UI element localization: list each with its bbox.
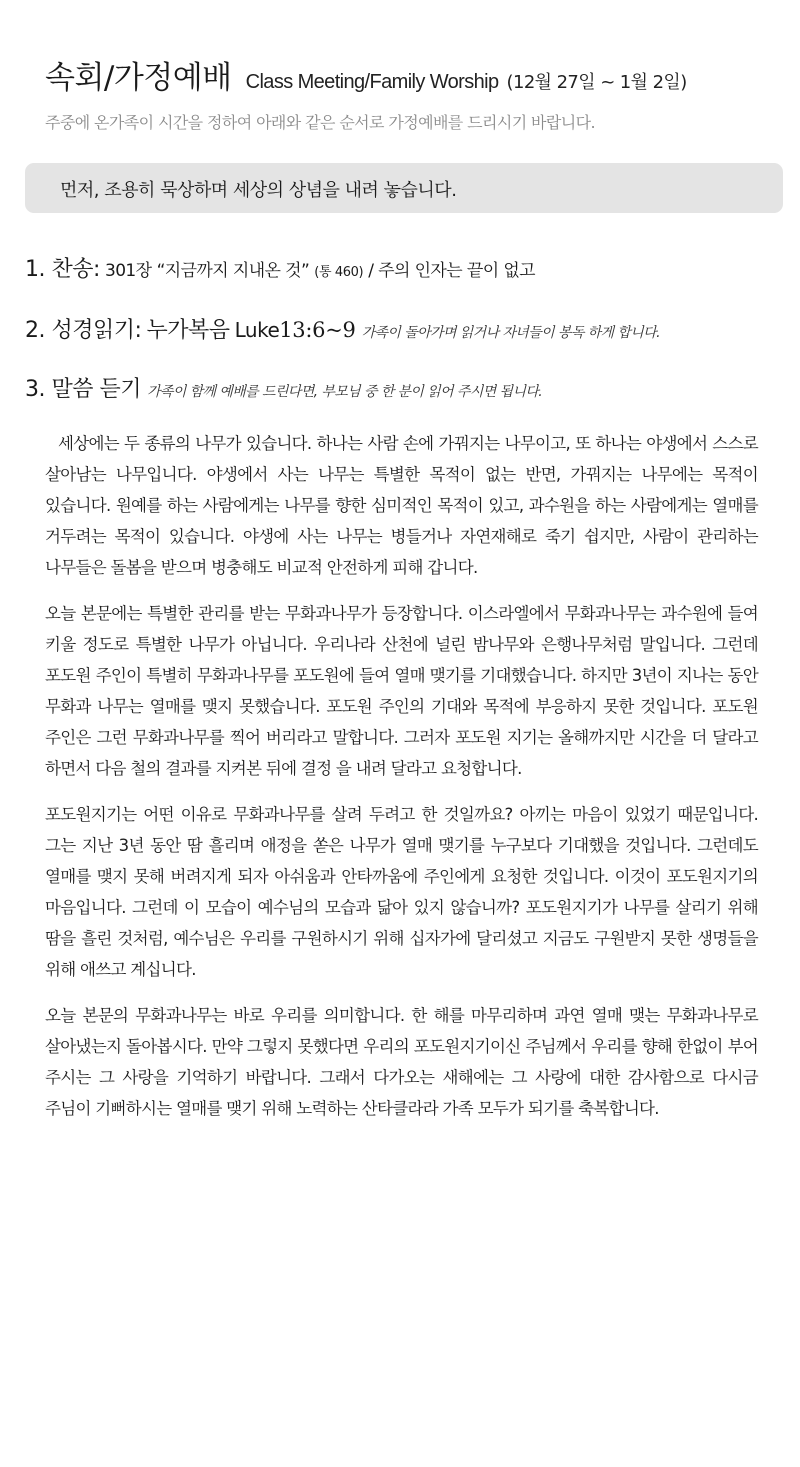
reading-note: 가족이 돌아가며 읽거나 자녀들이 봉독 하게 합니다. <box>361 325 660 341</box>
intro-text: 주중에 온가족이 시간을 정하여 아래와 같은 순서로 가정예배를 드리시기 바랍니다. <box>45 113 595 132</box>
sermon-note: 가족이 함께 예배를 드린다면, 부모님 중 한 분이 읽어 주시면 됩니다. <box>147 384 543 400</box>
page-subtitle: Class Meeting/Family Worship <box>245 71 499 93</box>
reading-label: 2. 성경읽기: <box>25 318 142 343</box>
hymn-label: 1. 찬송: <box>25 257 100 282</box>
page-title: 속회/가정예배 <box>45 60 232 96</box>
hymn-old-number: (통 460) <box>314 265 364 280</box>
sermon-paragraph: 포도원지기는 어떤 이유로 무화과나무를 살려 두려고 한 것일까요? 아끼는 마음이 있었기 때문입니다. 그는 지난 3년 동안 땀 흘리며 애정을 쏟은 나무가 열매 맺기를 누구보다 기대했을 것입니다. 그런데도 열매를 맺지 못해 버려지게 되자 아쉬움과 안타까움에 주인에게 요청한 것입니다. 이것이 포도원지기의 마음입니다. 그런데 이 모습이 예수님의 모습과 닮아 있지 않습니까? 포도원지기가 나무를 살리기 위해 땀을 흘린 것처럼, 예수님은 우리를 구원하시기 위해 십자가에 달리셨고 지금도 구원받지 못한 생명들을 위해 애쓰고 계십니다. <box>45 805 758 979</box>
hymn-rest: / 주의 인자는 끝이 없고 <box>368 261 535 281</box>
meditation-banner-text: 먼저, 조용히 묵상하며 세상의 상념을 내려 놓습니다. <box>60 180 457 201</box>
meditation-banner <box>25 163 783 213</box>
reading-book: 누가복음 <box>146 318 230 343</box>
sermon-paragraph: 오늘 본문에는 특별한 관리를 받는 무화과나무가 등장합니다. 이스라엘에서 무화과나무는 과수원에 들여 키울 정도로 특별한 나무가 아닙니다. 우리나라 산천에 널린 밤나무와 은행나무처럼 말입니다. 그런데 포도원 주인이 특별히 무화과나무를 포도원에 들여 열매 맺기를 기대했습니다. 하지만 3년이 지나는 동안 무화과 나무는 열매를 맺지 못했습니다. 포도원 주인의 기대와 목적에 부응하지 못한 것입니다. 포도원 주인은 그런 무화과나무를 찍어 버리라고 말합니다. 그러자 포도원 지기는 올해까지만 시간을 더 달라고 하면서 다음 철의 결과를 지켜본 뒤에 결정 을 내려 달라고 요청합니다. <box>45 604 758 778</box>
reading-verse: 13:6~9 <box>279 318 356 342</box>
sermon-body <box>45 428 758 1139</box>
sermon-paragraph: 오늘 본문의 무화과나무는 바로 우리를 의미합니다. 한 해를 마무리하며 과연 열매 맺는 무화과나무로 살아냈는지 돌아봅시다. 만약 그렇지 못했다면 우리의 포도원지기이신 주님께서 우리를 향해 한없이 부어 주시는 그 사랑을 기억하기 바랍니다. 그래서 다가오는 새해에는 그 사랑에 대한 감사함으로 다시금 주님이 기뻐하시는 열매를 맺기 위해 노력하는 산타클라라 가족 모두가 되기를 축복합니다. <box>45 1006 758 1118</box>
date-range: (12월 27일 ~ 1월 2일) <box>506 72 687 93</box>
order-item-sermon <box>25 372 542 403</box>
sermon-label: 3. 말씀 듣기 <box>25 377 141 402</box>
sermon-paragraph: 세상에는 두 종류의 나무가 있습니다. 하나는 사람 손에 가꿔지는 나무이고, 또 하나는 야생에서 스스로 살아남는 나무입니다. 야생에서 사는 나무는 특별한 목적이 없는 반면, 가꿔지는 나무에는 목적이 있습니다. 원예를 하는 사람에게는 나무를 향한 심미적인 목적이 있고, 과수원을 하는 사람에게는 열매를 거두려는 목적이 있습니다. 야생에 사는 나무는 병들거나 자연재해로 죽기 쉽지만, 사람이 관리하는 나무들은 돌봄을 받으며 병충해도 비교적 안전하게 피해 갑니다. <box>45 434 758 577</box>
page-header <box>45 52 785 97</box>
order-item-hymn <box>25 252 535 283</box>
order-item-reading <box>25 313 660 344</box>
reading-book-en: Luke <box>234 318 280 342</box>
hymn-number: 301장 <box>105 261 152 281</box>
hymn-title: “지금까지 지내온 것” <box>156 261 310 281</box>
